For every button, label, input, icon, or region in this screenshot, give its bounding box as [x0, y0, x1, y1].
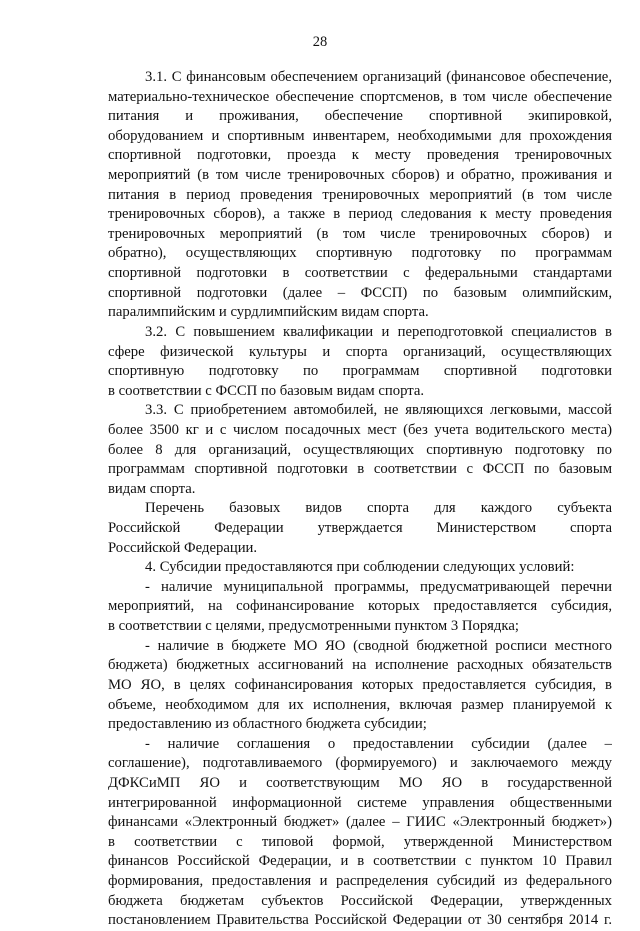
paragraph [108, 401, 612, 499]
text-line: в соответствии с типовой формой, утвержденной Министерством [108, 833, 612, 850]
text-line: - наличие муниципальной программы, предусматривающей перечни [145, 578, 612, 595]
text-line: объеме, необходимом для их исполнения, включая размер планируемой к [108, 696, 612, 713]
text-line: формирования, предоставления и распределения субсидий из федерального [108, 872, 612, 889]
text-line: постановлением Правительства Российской Федерации от 30 сентября 2014 г. [108, 912, 612, 929]
text-line: спортивной подготовки, проезда к месту проведения тренировочных [108, 147, 612, 164]
paragraph [108, 499, 612, 558]
text-line: программам спортивной подготовки в соответствии с ФССП по базовым [108, 461, 612, 478]
text-line: Российской Федерации. [108, 539, 258, 556]
text-line: бюджета бюджетам субъектов Российской Федерации, утвержденных [108, 892, 612, 909]
text-line: интегрированной информационной системе управления общественными [108, 794, 612, 811]
text-line: более 8 для организаций, осуществляющих спортивную подготовку по [108, 441, 612, 458]
paragraph [108, 68, 612, 323]
text-line: 3.1. С финансовым обеспечением организаций (финансовое обеспечение, [145, 69, 612, 85]
text-line: в соответствии с ФССП по базовым видам спорта. [108, 382, 425, 399]
text-line: ДФКСиМП ЯО и соответствующим МО ЯО в государственной [108, 774, 612, 791]
text-line: - наличие соглашения о предоставлении субсидии (далее – [145, 735, 612, 752]
paragraph [108, 735, 612, 931]
text-line: 3.2. С повышением квалификации и переподготовкой специалистов в [145, 323, 612, 340]
text-line: мероприятий, на софинансирование которых предоставляется субсидия, [108, 598, 612, 615]
text-line: 3.3. С приобретением автомобилей, не являющихся легковыми, массой [145, 402, 612, 419]
document-body [108, 68, 612, 931]
text-line: сфере физической культуры и спорта организаций, осуществляющих [108, 343, 612, 360]
paragraph [108, 558, 612, 578]
text-line: в соответствии с целями, предусмотренными пунктом 3 Порядка; [108, 618, 519, 635]
text-line: Перечень базовых видов спорта для каждого субъекта [145, 500, 612, 517]
text-line: более 3500 кг и с числом посадочных мест (без учета водительского места) [108, 421, 612, 438]
text-line: питания и проживания, обеспечение спортивной экипировкой, [108, 108, 612, 125]
paragraph [108, 637, 612, 735]
paragraph [108, 578, 612, 637]
text-line: спортивной подготовки (далее – ФССП) по базовым олимпийским, [108, 284, 612, 301]
text-line: МО ЯО, в целях софинансирования которых предоставляется субсидия, в [108, 676, 612, 693]
text-line: спортивную подготовку по программам спортивной подготовки [108, 363, 612, 380]
text-line: мероприятий (в том числе тренировочных сборов) и обратно, проживания и [108, 167, 612, 184]
paragraph [108, 323, 612, 401]
text-line: оборудованием и спортивным инвентарем, необходимыми для прохождения [108, 127, 612, 144]
text-line: соглашение), подготавливаемого (формируемого) и заключаемого между [108, 755, 612, 772]
text-line: финансами «Электронный бюджет» (далее – ГИИС «Электронный бюджет») [108, 814, 612, 831]
text-line: тренировочных мероприятий (в том числе тренировочных сборов) и [108, 225, 612, 242]
text-line: обратно), осуществляющих спортивную подготовку по программам [108, 245, 612, 262]
text-line: финансов Российской Федерации, и в соответствии с пунктом 10 Правил [108, 853, 612, 870]
page-number: 28 [312, 34, 328, 50]
text-line: предоставлению из областного бюджета субсидии; [108, 716, 427, 733]
text-line: питания в период проведения тренировочных мероприятий (в том числе [108, 186, 612, 203]
text-line: спортивной подготовки в соответствии с федеральными стандартами [108, 265, 612, 282]
text-line: паралимпийским и сурдлимпийским видам спорта. [108, 304, 429, 321]
text-line: 4. Субсидии предоставляются при соблюдении следующих условий: [145, 559, 575, 576]
text-line: бюджета) бюджетных ассигнований на исполнение расходных обязательств [108, 657, 612, 674]
text-line: Российской Федерации утверждается Министерством спорта [108, 520, 612, 537]
text-line: материально-техническое обеспечение спортсменов, в том числе обеспечение [108, 88, 612, 105]
text-line: тренировочных сборов), а также в период следования к месту проведения [108, 206, 612, 223]
text-line: видам спорта. [108, 480, 196, 497]
text-line: - наличие в бюджете МО ЯО (сводной бюджетной росписи местного [145, 637, 612, 654]
